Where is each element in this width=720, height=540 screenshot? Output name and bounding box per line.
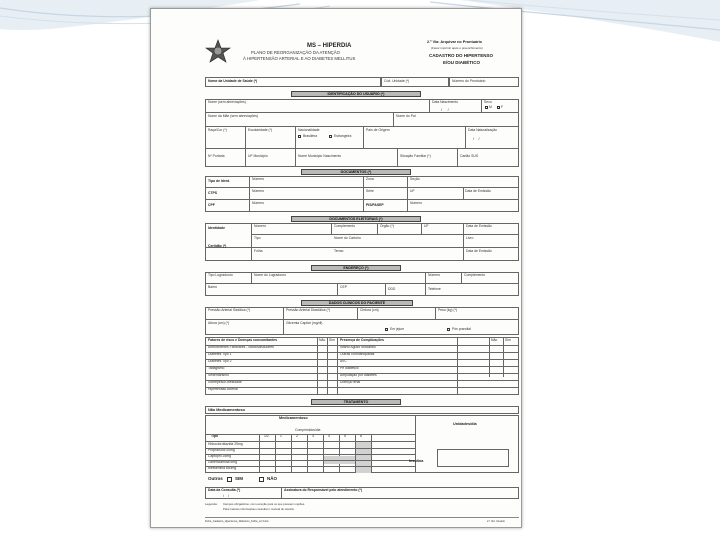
naturalizacao-slashes: / / <box>473 136 480 141</box>
nome-label: Nome (sem abreviações) <box>208 100 246 104</box>
prontuario-field[interactable] <box>449 77 519 87</box>
complicacao-item[interactable]: Amputação por diabetes <box>340 373 377 377</box>
plan-line-2: À HIPERTENSÃO ARTERIAL E AO DIABETES MELLITUS <box>243 56 356 61</box>
pis-numero-label: Número <box>410 201 423 205</box>
complicacao-item[interactable]: AVC <box>340 359 347 363</box>
nome-row[interactable] <box>205 99 519 113</box>
brasileira-label: Brasileira <box>303 134 318 138</box>
divider <box>463 188 464 200</box>
bairro-label: Bairro <box>208 285 218 289</box>
cadastro-line-2: E/OU DIABÉTICO <box>443 60 481 65</box>
divider <box>397 149 398 167</box>
divider <box>425 272 426 296</box>
glicemia-label: Glicemia Capilar (mg/dl) <box>286 321 323 325</box>
sexo-m-label: M <box>489 105 492 109</box>
pai-label: Nome do Pai <box>396 114 416 118</box>
municipio-nascimento-label: Nome Municipio Nascimento <box>298 154 342 158</box>
cnes-label: Cód. Unidade (*) <box>384 79 410 83</box>
ms-hiperdia-title: MS – HIPERDIA <box>307 43 352 49</box>
pos-prandial-label: Pós prandial <box>452 327 471 331</box>
divider <box>205 460 415 461</box>
dose-col-header: 1/2 <box>264 434 269 438</box>
divider <box>385 284 386 296</box>
med-item[interactable]: Glibenclamida 5mg <box>208 460 238 464</box>
footer-block <box>205 487 519 499</box>
pas-label: Pressão Arterial Sistólica (*) <box>208 308 251 312</box>
divider <box>295 127 296 149</box>
med-item[interactable]: Captopril 25mg <box>208 454 231 458</box>
divider <box>205 345 519 346</box>
cpf-label: CPF <box>208 203 215 207</box>
uf-municipio-label: UF Municipio <box>248 154 268 158</box>
divider <box>245 127 246 149</box>
nao-medicamentoso-row[interactable] <box>205 406 519 414</box>
divider <box>503 337 504 377</box>
logradouro-label: Nome do Logradouro <box>254 273 287 277</box>
divider <box>435 307 436 320</box>
divider <box>295 149 296 167</box>
outros-sim-label: SIM <box>235 476 244 481</box>
section-documentos: DOCUMENTOS (*) <box>301 169 411 175</box>
fator-item[interactable]: Diabetes Tipo 2 <box>208 359 232 363</box>
med-item[interactable]: Hidroclorotiazida 25mg <box>208 442 243 446</box>
fator-item[interactable]: Diabetes Tipo 1 <box>208 352 232 356</box>
brazil-coat-of-arms-icon <box>205 39 231 65</box>
cadastro-line-1: CADASTRO DO HIPERTENSO <box>429 53 494 58</box>
complicacao-item[interactable]: Infarto Agudo Miocárdio <box>340 345 376 349</box>
uf-label: UF <box>410 189 415 193</box>
pais-label: País de Origem <box>366 128 390 132</box>
emissao-label: Data de Emissão <box>465 189 491 193</box>
divider <box>421 223 422 235</box>
divider <box>461 272 462 284</box>
fator-item[interactable]: Antecedentes Familiares - cardiovasculares <box>208 345 274 349</box>
complicacao-item[interactable]: Outras coronariopatias <box>340 352 375 356</box>
divider <box>251 223 252 261</box>
section-tratamento: TRATAMENTO <box>311 399 401 405</box>
divider <box>457 149 458 167</box>
fatores-nao-header: Não <box>319 338 326 342</box>
section-endereco: ENDEREÇO (*) <box>311 265 401 271</box>
certidao-label: Certidão (*) <box>208 244 227 248</box>
prontuario-label: Número do Prontuário <box>452 79 486 83</box>
via-label: 2.ª Via: Arquivar no Prontuário <box>427 40 482 44</box>
rg-label: Tipo de Ident. <box>208 179 230 183</box>
footer-page: 2.ª Via: Usuário <box>487 520 505 523</box>
divider <box>407 176 408 212</box>
data-consulta-label: Data da Consulta (*) <box>208 488 241 492</box>
legenda-item-2: Para maiores informações consultar o manual do usuário. <box>223 507 295 511</box>
insulina-field[interactable] <box>437 449 509 467</box>
cpf-numero-label: Número <box>252 201 265 205</box>
divider <box>363 127 364 149</box>
complemento-label: Complemento <box>334 224 356 228</box>
cintura-label: Cintura (cm) <box>360 308 379 312</box>
section-eleitorais: DOCUMENTOS ELEITORAIS (*) <box>291 216 421 222</box>
divider <box>331 223 332 235</box>
endereco-complemento-label: Complemento <box>464 273 486 277</box>
tipo-label: Tipo <box>254 236 261 240</box>
cep-label: CEP <box>340 285 347 289</box>
divider <box>205 359 519 360</box>
ctps-numero-label: Número <box>252 189 265 193</box>
divider <box>463 223 464 261</box>
orgao-label: Órgão (*) <box>380 224 394 228</box>
divider <box>205 352 519 353</box>
divider <box>465 127 466 149</box>
med-item[interactable]: Propranolol 40mg <box>208 448 235 452</box>
fatores-sim-header: Sim <box>329 338 335 342</box>
section-identificacao: IDENTIFICAÇÃO DO USUÁRIO (*) <box>291 91 421 97</box>
divider <box>251 272 252 284</box>
dose-col-header: 1 <box>280 434 282 438</box>
estrangeira-label: Estrangeira <box>334 134 352 138</box>
divider <box>205 380 519 381</box>
scanned-form-page <box>150 8 522 528</box>
mae-label: Nome da Mãe (sem abreviações) <box>208 114 259 118</box>
unidades-dia-label: Unidades/dia <box>453 422 477 426</box>
secao-label: Seção <box>410 177 420 181</box>
legenda-label: Legenda: <box>205 502 218 506</box>
complicacao-item[interactable]: Doença renal <box>340 380 361 384</box>
medicamentoso-label: Medicamentoso <box>279 416 308 420</box>
footer-filename: Ficha_Cadastro_Hipertenso_Diabetico_Folha_v2.3.doc <box>205 520 269 523</box>
eleitorais-uf-label: UF <box>424 224 429 228</box>
dose-col-header: 2 <box>296 434 298 438</box>
divider <box>281 487 282 499</box>
med-item[interactable]: Metformina 850mg <box>208 466 237 470</box>
raca-label: Raça/Cor (*) <box>208 128 227 132</box>
divider <box>205 448 415 449</box>
divider <box>249 176 250 212</box>
divider <box>429 99 430 113</box>
divider <box>205 466 415 467</box>
divider <box>489 337 490 377</box>
divider <box>481 99 482 113</box>
divider <box>393 113 394 127</box>
cns-label: Cartão SUS <box>460 154 479 158</box>
divider <box>245 149 246 167</box>
identidade-label: Identidade <box>208 226 225 230</box>
shaded-cells <box>356 442 371 473</box>
divider <box>205 517 519 518</box>
serie-label: Série <box>366 189 374 193</box>
complicacao-item[interactable]: Pé diabético <box>340 366 359 370</box>
nascimento-slashes: / / <box>441 107 449 112</box>
pos-prandial-checkbox[interactable] <box>447 328 450 331</box>
fator-item[interactable]: Sedentarismo <box>208 373 229 377</box>
cnes-field[interactable] <box>381 77 449 87</box>
fator-item[interactable]: Hipertensão Arterial <box>208 387 238 391</box>
termo-label: Termo <box>334 249 344 253</box>
em-jejum-checkbox[interactable] <box>385 328 388 331</box>
divider <box>205 366 519 367</box>
divider <box>357 307 358 320</box>
unidade-field[interactable] <box>205 77 381 87</box>
naturalizacao-label: Data Naturalização <box>468 128 497 132</box>
outros-sim-checkbox[interactable] <box>227 477 232 482</box>
divider <box>337 284 338 296</box>
nacionalidade-label: Nacionalidade <box>298 128 320 132</box>
livro-label: Livro <box>466 236 474 240</box>
divider <box>363 176 364 212</box>
complicacoes-title: Presença de Complicações <box>340 338 384 342</box>
numero-label: Número <box>252 177 265 181</box>
dose-col-header: 4 <box>328 434 330 438</box>
peso-label: Peso (kg) (*) <box>438 308 458 312</box>
telefone-label: Telefone <box>428 287 441 291</box>
insulina-label: Insulina <box>409 459 424 463</box>
certidao-emissao-label: Data de Emissão <box>466 249 492 253</box>
divider <box>377 223 378 235</box>
ctps-label: CTPS <box>208 191 218 195</box>
complic-sim-header: Sim <box>505 338 511 342</box>
sexo-label: Sexo <box>484 100 492 104</box>
comprimidos-label: Comprimidos/dia <box>295 428 321 432</box>
eleitorais-emissao-label: Data de Emissão <box>466 224 492 228</box>
pad-label: Pressão Arterial Diastólica (*) <box>286 308 331 312</box>
outros-nao-checkbox[interactable] <box>259 477 264 482</box>
nascimento-label: Data Nascimento <box>432 100 459 104</box>
fator-item[interactable]: Tabagismo <box>208 366 225 370</box>
data-consulta-slashes: / / <box>223 494 229 498</box>
divider <box>205 373 519 374</box>
dose-col-header: 5 <box>344 434 346 438</box>
divider <box>205 434 415 435</box>
situacao-label: Situação Familiar (*) <box>400 154 431 158</box>
sexo-f-checkbox[interactable] <box>497 106 500 109</box>
divider <box>205 454 415 455</box>
nao-medicamentoso-label: Não Medicamentoso <box>208 408 245 412</box>
tipo-logradouro-label: Tipo Logradouro <box>208 273 233 277</box>
cartorio-label: Nome do Cartório <box>334 236 361 240</box>
tipo-header: Tipo <box>211 434 219 438</box>
dose-col-header: 3 <box>312 434 314 438</box>
outros-nao-label: NÃO <box>267 476 277 481</box>
divider <box>415 415 416 473</box>
portaria-label: Nº Portaria <box>208 154 225 158</box>
endereco-numero-label: Número <box>428 273 441 277</box>
brasileira-checkbox[interactable] <box>298 135 301 138</box>
sexo-m-checkbox[interactable] <box>485 106 488 109</box>
estrangeira-checkbox[interactable] <box>329 135 332 138</box>
unidade-label: Nome da Unidade de Saúde (*) <box>208 79 258 83</box>
fator-item[interactable]: Sobrepeso/Obesidade <box>208 380 242 384</box>
zona-label: Zona <box>366 177 374 181</box>
altura-label: Altura (cm) (*) <box>208 321 230 325</box>
via-sub: (Favor imprimir após o preenchimento) <box>431 46 483 50</box>
ddd-label: DDD <box>388 287 396 291</box>
dose-col-header: 6 <box>360 434 362 438</box>
divider <box>283 307 284 335</box>
legenda-item-1: Campos obrigatórios, com exceção para os que possuem opções. <box>223 502 306 506</box>
divider <box>205 387 519 388</box>
assinatura-label: Assinatura do Responsável pelo atendimento (*) <box>284 488 362 492</box>
plan-line-1: PLANO DE REORGANIZAÇÃO DA ATENÇÃO <box>251 50 340 55</box>
escolaridade-label: Escolaridade (*) <box>248 128 273 132</box>
em-jejum-label: Em jejum <box>390 327 405 331</box>
complic-nao-header: Não <box>491 338 498 342</box>
outros-label: Outros <box>208 476 223 481</box>
pis-label: PIS/PASEP <box>366 203 384 207</box>
identidade-numero-label: Número <box>254 224 267 228</box>
section-clinicos: DADOS CLÍNICOS DO PACIENTE <box>301 300 413 306</box>
folha-label: Folha <box>254 249 263 253</box>
sexo-f-label: F <box>501 105 504 109</box>
fatores-title: Fatores de risco e Doenças concomitantes <box>208 338 277 342</box>
